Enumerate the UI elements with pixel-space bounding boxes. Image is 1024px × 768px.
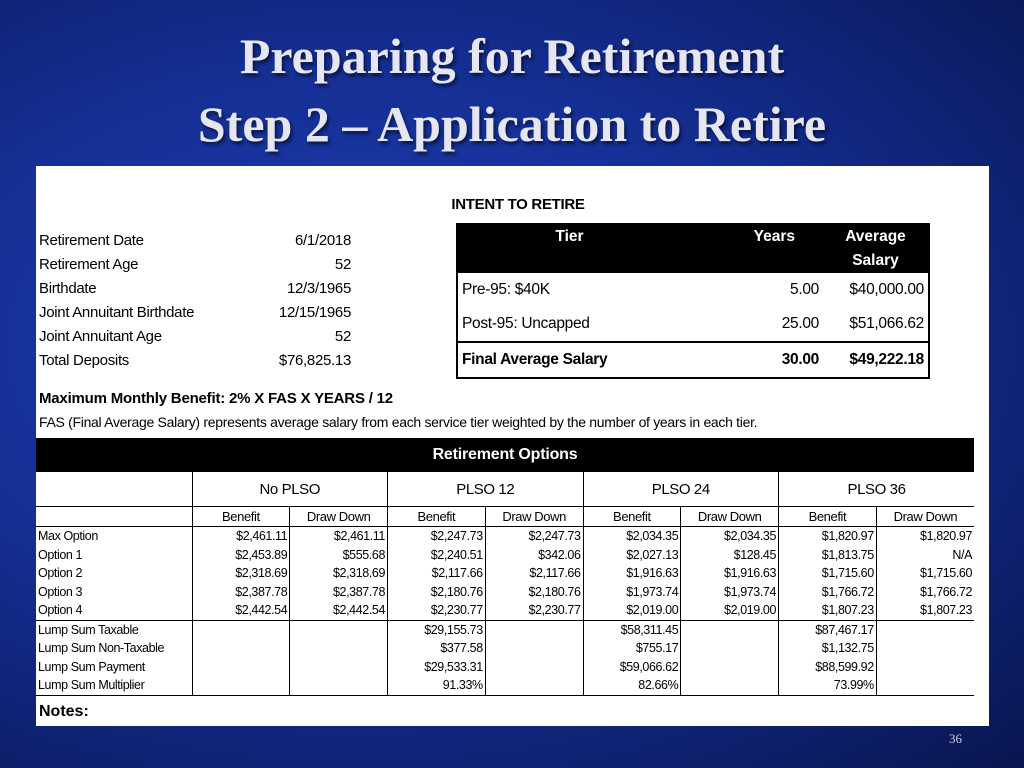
option-value: $2,461.11 — [290, 527, 388, 546]
option-value — [485, 676, 583, 695]
info-row — [39, 276, 351, 300]
subheader-benefit: Benefit — [779, 507, 877, 527]
option-value: $2,230.77 — [388, 601, 486, 620]
option-value: $2,247.73 — [485, 527, 583, 546]
final-years: 30.00 — [681, 342, 823, 378]
subheader-draw-down: Draw Down — [876, 507, 974, 527]
option-value: $59,066.62 — [583, 658, 681, 677]
option-value: $2,019.00 — [583, 601, 681, 620]
subheader-benefit: Benefit — [388, 507, 486, 527]
option-value: $2,180.76 — [388, 583, 486, 602]
years-header: Years — [681, 224, 823, 273]
option-value: $2,240.51 — [388, 546, 486, 565]
option-value: $1,916.63 — [583, 564, 681, 583]
tier-name: Pre-95: $40K — [462, 281, 550, 298]
average-salary-header — [823, 224, 929, 273]
option-value: $2,117.66 — [388, 564, 486, 583]
subheader-benefit: Benefit — [583, 507, 681, 527]
option-row — [36, 676, 974, 695]
option-value: $128.45 — [681, 546, 779, 565]
option-label: Option 3 — [38, 584, 83, 599]
option-value: $1,715.60 — [876, 564, 974, 583]
option-value: $342.06 — [485, 546, 583, 565]
option-value: $2,442.54 — [290, 601, 388, 620]
option-value — [290, 658, 388, 677]
option-value: $1,820.97 — [779, 527, 877, 546]
option-value: $1,973.74 — [681, 583, 779, 602]
option-value: $2,453.89 — [192, 546, 290, 565]
tier-table — [456, 223, 930, 379]
option-value: $755.17 — [583, 639, 681, 658]
option-value: N/A — [876, 546, 974, 565]
option-label: Option 4 — [36, 601, 192, 620]
retiree-info-table — [39, 228, 351, 372]
option-label: Option 2 — [38, 566, 83, 581]
option-value — [192, 620, 290, 639]
option-value: $2,019.00 — [681, 601, 779, 620]
info-row — [39, 300, 351, 324]
option-value: 73.99% — [779, 676, 877, 695]
option-value: $1,807.23 — [779, 601, 877, 620]
group-header-plso-24: PLSO 24 — [583, 472, 779, 507]
group-header-plso-36: PLSO 36 — [779, 472, 975, 507]
option-label: Option 1 — [38, 547, 83, 562]
option-value: $88,599.92 — [779, 658, 877, 677]
option-row — [36, 564, 974, 583]
option-value — [681, 658, 779, 677]
option-value: $2,318.69 — [290, 564, 388, 583]
info-value: 12/3/1965 — [286, 279, 351, 297]
option-value — [485, 658, 583, 677]
intent-to-retire-document — [36, 166, 989, 726]
option-value — [485, 620, 583, 639]
option-value — [290, 676, 388, 695]
info-row — [39, 252, 351, 276]
final-salary: $49,222.18 — [823, 342, 929, 378]
option-value: $2,027.13 — [583, 546, 681, 565]
info-value: 52 — [334, 327, 351, 345]
info-label: Joint Annuitant Birthdate — [39, 303, 195, 321]
subheader-draw-down: Draw Down — [485, 507, 583, 527]
option-value — [192, 658, 290, 677]
option-group-header-row — [36, 472, 974, 507]
option-value: $2,461.11 — [192, 527, 290, 546]
info-label: Birthdate — [39, 279, 97, 297]
benefit-formula: Maximum Monthly Benefit: 2% X FAS X YEARS / 12 — [39, 390, 393, 407]
slide-title-line-2: Step 2 – Application to Retire — [197, 96, 827, 152]
option-value: $2,387.78 — [192, 583, 290, 602]
option-value — [192, 676, 290, 695]
option-value: $2,387.78 — [290, 583, 388, 602]
option-value: $1,766.72 — [779, 583, 877, 602]
option-value: $1,973.74 — [583, 583, 681, 602]
tier-row — [457, 307, 929, 342]
subheader-draw-down: Draw Down — [681, 507, 779, 527]
option-value — [876, 620, 974, 639]
option-label: Lump Sum Taxable — [38, 622, 139, 637]
option-value: $555.68 — [290, 546, 388, 565]
option-value: $1,820.97 — [876, 527, 974, 546]
slide-title-line-1: Preparing for Retirement — [239, 28, 785, 84]
option-value — [876, 658, 974, 677]
info-value: 52 — [334, 255, 351, 273]
tier-header-row — [457, 224, 929, 273]
info-row — [39, 228, 351, 252]
option-value: $58,311.45 — [583, 620, 681, 639]
tier-row — [457, 273, 929, 307]
option-value — [290, 639, 388, 658]
option-value: $2,318.69 — [192, 564, 290, 583]
info-label: Total Deposits — [39, 351, 130, 369]
option-row — [36, 658, 974, 677]
option-value: 91.33% — [388, 676, 486, 695]
option-value: $1,766.72 — [876, 583, 974, 602]
option-value — [876, 639, 974, 658]
subheader-draw-down: Draw Down — [290, 507, 388, 527]
option-label: Lump Sum Non-Taxable — [38, 641, 165, 656]
option-value: $1,807.23 — [876, 601, 974, 620]
option-value: $2,117.66 — [485, 564, 583, 583]
document-heading: INTENT TO RETIRE — [451, 196, 585, 213]
retirement-options-title: Retirement Options — [36, 438, 974, 471]
option-row — [36, 527, 974, 546]
info-label: Joint Annuitant Age — [39, 327, 162, 345]
info-value: 12/15/1965 — [278, 303, 351, 321]
group-header-plso-12: PLSO 12 — [388, 472, 584, 507]
page-number: 36 — [949, 731, 962, 746]
option-row — [36, 583, 974, 602]
final-tier-name: Final Average Salary — [457, 342, 681, 378]
option-label: Max Option — [38, 529, 98, 544]
tier-header: Tier — [457, 224, 681, 273]
option-value: $2,442.54 — [192, 601, 290, 620]
info-row — [39, 348, 351, 372]
tier-years: 25.00 — [781, 315, 819, 332]
option-row — [36, 601, 974, 620]
info-row — [39, 324, 351, 348]
subheader-blank — [36, 507, 192, 527]
option-value: $377.58 — [388, 639, 486, 658]
subheader-benefit: Benefit — [192, 507, 290, 527]
option-value: $1,132.75 — [779, 639, 877, 658]
option-value — [681, 639, 779, 658]
option-value: $2,230.77 — [485, 601, 583, 620]
tier-name: Post-95: Uncapped — [462, 315, 590, 332]
option-subheader-row — [36, 507, 974, 527]
option-value — [485, 639, 583, 658]
group-header-blank — [36, 472, 192, 507]
option-value: $29,533.31 — [388, 658, 486, 677]
info-value: 6/1/2018 — [295, 231, 351, 249]
final-average-salary-row — [457, 342, 929, 378]
info-label: Retirement Date — [39, 231, 144, 249]
option-value: $87,467.17 — [779, 620, 877, 639]
option-row — [36, 546, 974, 565]
option-value: $2,034.35 — [681, 527, 779, 546]
option-row — [36, 639, 974, 658]
slide-title — [0, 22, 1024, 158]
option-value — [192, 639, 290, 658]
notes-label: Notes: — [39, 703, 89, 720]
tier-salary: $40,000.00 — [849, 281, 924, 298]
tier-years: 5.00 — [790, 281, 819, 298]
option-value: $29,155.73 — [388, 620, 486, 639]
info-label: Retirement Age — [39, 255, 139, 273]
option-value — [681, 676, 779, 695]
option-value: 82.66% — [583, 676, 681, 695]
option-value — [876, 676, 974, 695]
option-value: $2,034.35 — [583, 527, 681, 546]
group-header-no-plso: No PLSO — [192, 472, 388, 507]
option-value: $2,180.76 — [485, 583, 583, 602]
option-label: Lump Sum Payment — [38, 659, 145, 674]
average-salary-header-line-1: Average — [845, 228, 906, 245]
option-value — [290, 620, 388, 639]
average-salary-header-line-2: Salary — [852, 252, 899, 269]
retirement-options-table — [36, 471, 974, 696]
tier-salary: $51,066.62 — [849, 315, 924, 332]
option-value: $1,715.60 — [779, 564, 877, 583]
info-value: $76,825.13 — [278, 351, 351, 369]
option-value: $1,916.63 — [681, 564, 779, 583]
option-value — [681, 620, 779, 639]
option-row — [36, 620, 974, 639]
option-value: $1,813.75 — [779, 546, 877, 565]
option-label: Lump Sum Multiplier — [36, 676, 192, 695]
fas-explanation: FAS (Final Average Salary) represents average salary from each service tier weighted by the number of years in each tier. — [39, 414, 758, 430]
option-value: $2,247.73 — [388, 527, 486, 546]
